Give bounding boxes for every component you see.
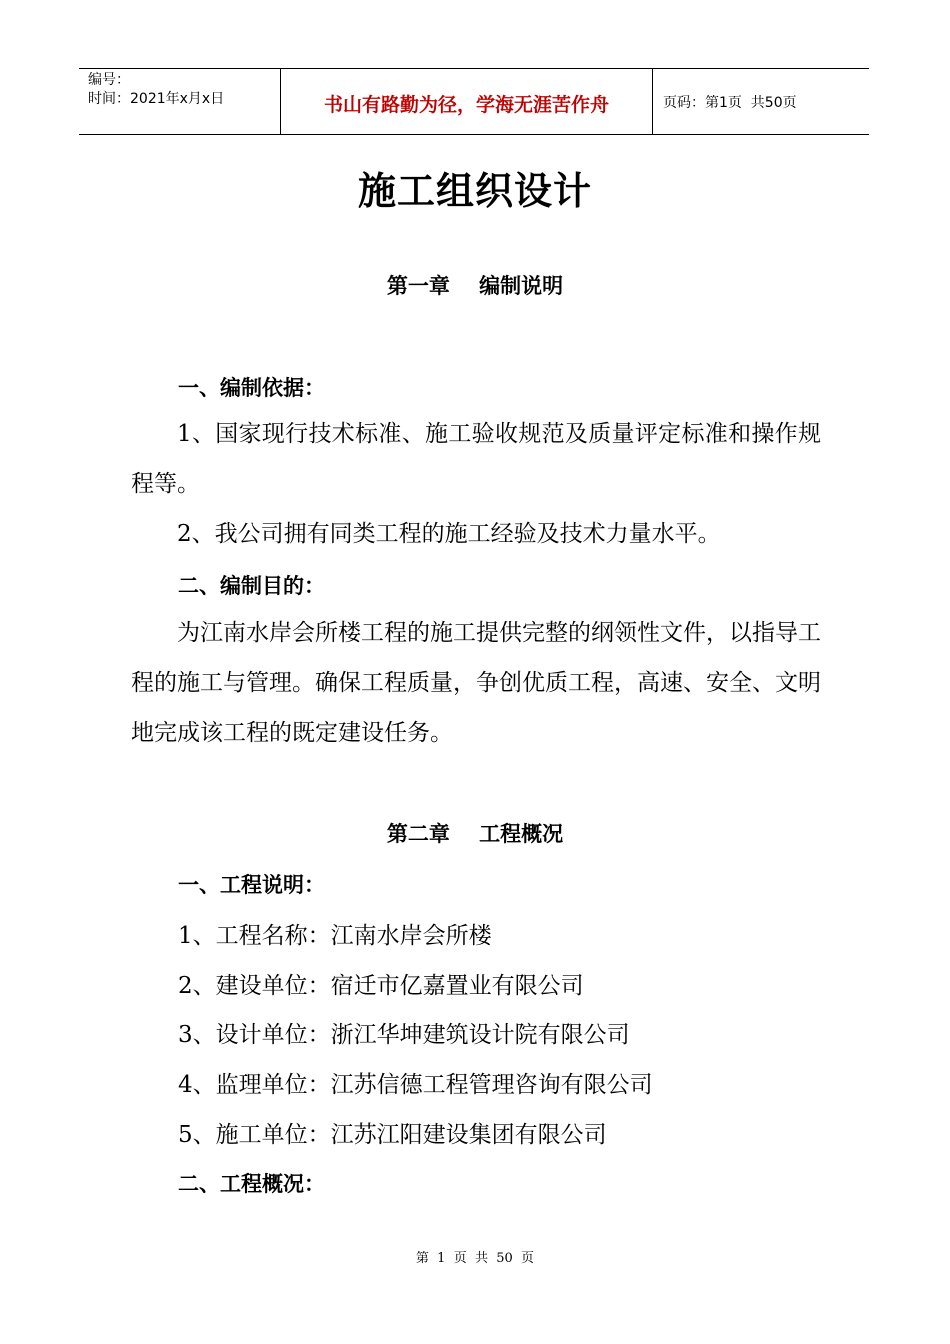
paragraph-basis-1: 1、国家现行技术标准、施工验收规范及质量评定标准和操作规程等。 <box>131 421 821 497</box>
chapter-1-heading: 第一章 编制说明 <box>386 274 564 298</box>
page-info-text: 页码：第1页 共50页 <box>663 94 797 111</box>
list-item: 1、工程名称：江南水岸会所楼 <box>178 923 492 949</box>
paragraph-purpose: 为江南水岸会所楼工程的施工提供完整的纲领性文件，以指导工程的施工与管理。确保工程质量，争创优质工程，高速、安全、文明地完成该工程的既定建设任务。 <box>131 620 821 746</box>
header-page-info <box>653 69 869 134</box>
section-overview-heading: 二、工程概况： <box>178 1172 325 1196</box>
document-number-label: 编号： <box>88 72 130 88</box>
chapter-2-heading: 第二章 工程概况 <box>386 822 564 846</box>
section-purpose-heading: 二、编制目的： <box>178 574 325 598</box>
page-footer: 第 1 页 共 50 页 <box>415 1251 535 1266</box>
list-item: 5、施工单位：江苏江阳建设集团有限公司 <box>178 1122 607 1148</box>
list-item: 3、设计单位：浙江华坤建筑设计院有限公司 <box>178 1022 630 1048</box>
document-time: 时间：2021年x月x日 <box>88 91 225 107</box>
list-item: 2、建设单位：宿迁市亿嘉置业有限公司 <box>178 973 584 999</box>
page-header <box>79 68 869 135</box>
list-item: 4、监理单位：江苏信德工程管理咨询有限公司 <box>178 1072 653 1098</box>
paragraph-basis-2: 2、我公司拥有同类工程的施工经验及技术力量水平。 <box>177 521 721 547</box>
section-description-heading: 一、工程说明： <box>178 873 325 897</box>
document-title: 施工组织设计 <box>357 168 592 213</box>
section-basis-heading: 一、编制依据： <box>178 376 325 400</box>
header-motto: 书山有路勤为径，学海无涯苦作舟 <box>280 69 653 134</box>
header-meta <box>79 69 280 134</box>
